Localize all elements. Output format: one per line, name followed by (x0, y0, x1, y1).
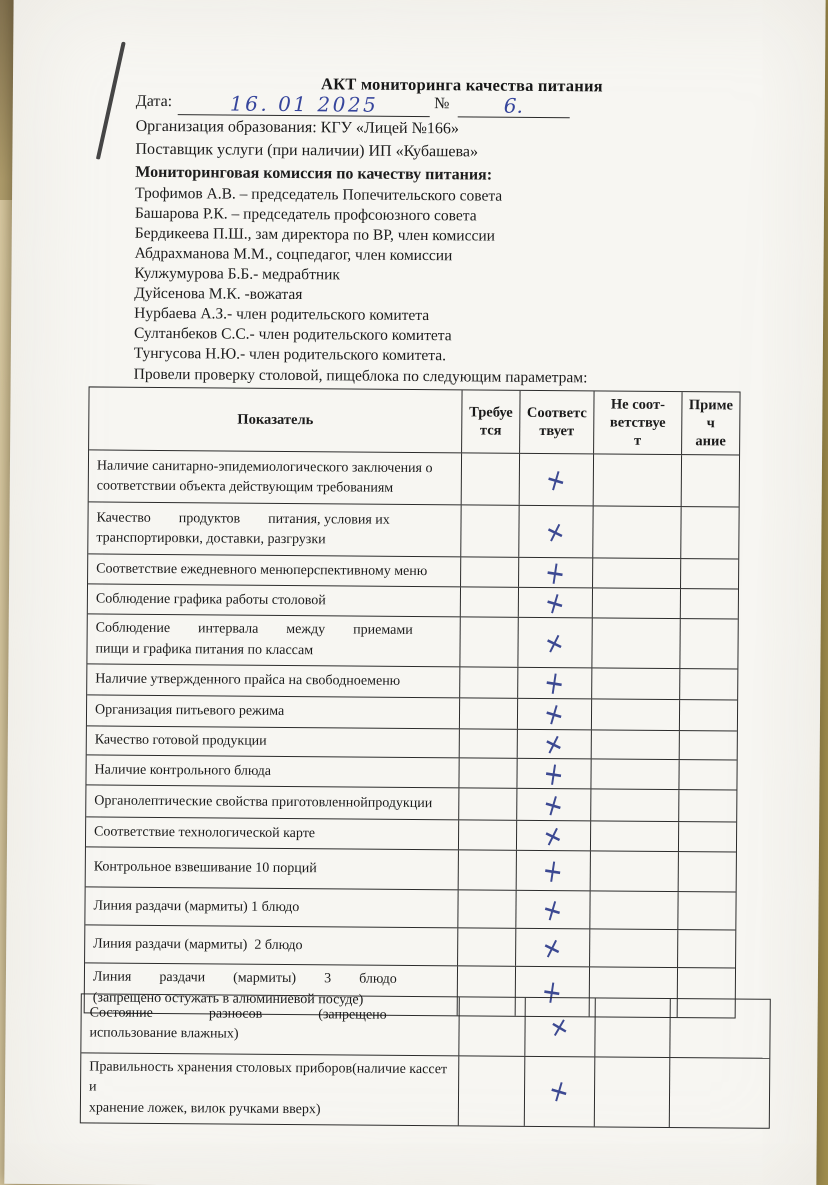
table-row (86, 815, 736, 857)
table-row (86, 847, 736, 892)
table-row (81, 1052, 770, 1127)
cell-not-conforms (590, 760, 678, 790)
document-header (134, 88, 708, 389)
cell-note (669, 1058, 770, 1128)
cell-required (458, 821, 516, 850)
cell-required (458, 1056, 525, 1125)
header-not-conforms: Не соот- ветствуе т (593, 391, 681, 454)
cell-required (458, 851, 516, 890)
cell-not-conforms (591, 730, 679, 759)
date-underline (178, 90, 430, 117)
row-label: Наличие утвержденного прайса на свободноеменю (95, 671, 401, 689)
cell-note (677, 930, 735, 967)
number-label: № (434, 95, 450, 113)
cell-required (458, 759, 516, 788)
table-row (87, 614, 737, 669)
cell-not-conforms (594, 1057, 670, 1126)
cell-conforms (518, 506, 592, 558)
cell-required (459, 667, 517, 697)
row-label: Контрольное взвешивание 10 порций (93, 859, 317, 876)
checkmark: + (538, 622, 572, 663)
cell-note (680, 559, 738, 588)
cell-required (460, 588, 518, 617)
number-underline (457, 92, 569, 118)
date-label: Дата: (135, 92, 173, 111)
checkmark: + (539, 784, 569, 826)
row-label: Соответствие ежедневного менюперспективному меню (96, 561, 428, 579)
checkmark: + (535, 927, 570, 969)
commission-member: Бердикеева П.Ш., зам директора по ВР, член комиссии (134, 224, 496, 245)
cell-not-conforms (593, 455, 681, 507)
checkmark: + (542, 1007, 578, 1047)
cell-conforms (517, 662, 591, 704)
cell-conforms (516, 815, 590, 857)
checkmark: + (540, 582, 571, 624)
cell-conforms (518, 582, 592, 624)
checkmark: + (539, 971, 566, 1012)
cell-required (460, 506, 518, 557)
cell-not-conforms (591, 699, 679, 730)
intro-line: Провели проверку столовой, пищеблока по следующим параметрам: (133, 365, 588, 387)
cell-required (460, 558, 518, 587)
cell-not-conforms (590, 822, 678, 852)
cell-required (459, 698, 517, 728)
table-row (87, 662, 737, 704)
cell-note (679, 700, 737, 730)
commission-member: Кулжумурова Б.Б.- медрабтник (134, 264, 341, 284)
cell-note (679, 669, 737, 699)
table-row (87, 724, 737, 765)
cell-not-conforms (590, 852, 678, 892)
cell-required (457, 891, 515, 928)
cell-not-conforms (591, 619, 679, 668)
checkmark: + (538, 889, 568, 931)
cell-not-conforms (592, 507, 680, 559)
cell-note (681, 455, 739, 506)
cell-required (459, 729, 517, 758)
table-row (85, 925, 735, 968)
row-label: Наличие санитарно-эпидемиологического заключения о соответствии объекта действующим требованиям (96, 458, 433, 496)
header-conforms: Соответс твует (519, 391, 593, 454)
checkmark: + (540, 850, 567, 892)
row-label: Линия раздачи (мармиты) 2 блюдо (93, 936, 303, 953)
handwritten-number: 6. (503, 93, 524, 118)
cell-note (678, 760, 736, 789)
row-label: Качество продуктов питания, условия их транспортировки, доставки, разгрузки (96, 510, 390, 548)
checkmark: + (536, 815, 571, 857)
supplier-line: Поставщик услуги (при наличии) ИП «Кубашева» (135, 140, 479, 161)
commission-member: Тунгусова Н.Ю.- член родительского комитета. (133, 344, 447, 365)
cell-conforms (519, 454, 593, 506)
checkmark: + (539, 511, 573, 553)
cell-conforms (515, 891, 589, 929)
cell-not-conforms (590, 790, 678, 822)
document-title: АКТ мониторинга качества питания (320, 74, 603, 96)
cell-note (678, 822, 736, 851)
cell-conforms (517, 618, 591, 667)
header-note: Приме ч ание (681, 392, 739, 455)
organization-line: Организация образования: КГУ «Лицей №166» (135, 117, 459, 138)
cell-conforms (516, 851, 590, 891)
cell-not-conforms (591, 668, 679, 699)
handwritten-date: 16. 01 2025 (229, 91, 379, 117)
cell-required (461, 454, 519, 505)
table-row (88, 582, 738, 624)
cell-not-conforms (594, 998, 669, 1057)
commission-member: Дуйсенова М.К. -вожатая (134, 284, 303, 304)
cell-not-conforms (592, 559, 680, 589)
commission-member: Башарова Р.К. – председатель профсоюзного совета (134, 204, 477, 225)
monitoring-table-continuation (80, 993, 771, 1128)
row-label: Организация питьевого режима (94, 702, 285, 719)
cell-note (680, 507, 738, 558)
table-row (88, 502, 738, 559)
cell-not-conforms (592, 589, 680, 619)
cell-not-conforms (589, 930, 677, 968)
checkmark: + (539, 693, 570, 735)
cell-required (459, 618, 517, 667)
table-row (86, 753, 736, 795)
table-header-row (89, 387, 739, 454)
commission-member: Султанбеков С.С.- член родительского комитета (133, 324, 452, 345)
table-row (87, 693, 737, 735)
cell-note (680, 589, 738, 618)
checkmark: + (537, 724, 572, 765)
cell-note (678, 790, 736, 821)
table-row (81, 994, 769, 1057)
handwritten-page-mark (96, 42, 126, 160)
cell-note (677, 892, 735, 929)
cell-required (458, 997, 524, 1056)
row-label: Линия раздачи (мармиты) 3 блюдо (запрещено остужать в алюминиевой посуде) (92, 969, 397, 1008)
checkmark: + (542, 662, 568, 704)
cell-note (679, 731, 737, 760)
cell-conforms (515, 929, 589, 967)
cell-note (669, 999, 769, 1058)
row-label: Линия раздачи (мармиты) 1 блюдо (93, 898, 300, 915)
cell-conforms (524, 998, 594, 1057)
commission-member: Трофимов А.В. – председатель Попечительского совета (135, 184, 503, 205)
cell-not-conforms (589, 892, 677, 930)
commission-member: Нурбаева А.З.- член родительского комитета (134, 304, 430, 325)
row-label: Состояние разносов (запрещено использование влажных) (89, 1005, 387, 1042)
row-label: Соответствие технологической карте (94, 824, 316, 841)
cell-conforms (524, 1057, 595, 1126)
monitoring-table (84, 386, 741, 1018)
row-label: Правильность хранения столовых приборов(наличие кассет и хранение ложек, вилок ручками вверх) (88, 1059, 451, 1117)
row-label: Соблюдение интервала между приемами пищи и графика питания по классам (95, 620, 413, 658)
row-label: Соблюдение графика работы столовой (95, 591, 326, 609)
document-page (4, 0, 825, 1185)
table-row (88, 552, 738, 594)
row-label: Наличие контрольного блюда (94, 762, 272, 779)
header-required: Требуе тся (461, 390, 519, 453)
cell-note (678, 852, 736, 891)
cell-note (679, 619, 737, 668)
cell-conforms (516, 753, 590, 795)
checkmark: + (541, 459, 572, 501)
table-row (85, 887, 735, 930)
row-label: Органолептические свойства приготовленнойпродукции (94, 793, 433, 811)
cell-required (457, 929, 515, 966)
commission-member: Абдрахманова М.М., соцпедагог, член комиссии (134, 244, 453, 265)
checkmark: + (542, 552, 569, 594)
checkmark: + (544, 1071, 575, 1112)
commission-heading: Мониторинговая комиссия по качеству питания: (135, 163, 493, 184)
table-row (89, 450, 739, 507)
header-indicator: Показатель (237, 411, 314, 429)
row-label: Качество готовой продукции (94, 732, 267, 749)
checkmark: + (541, 753, 567, 795)
table-row (86, 784, 736, 826)
cell-required (458, 789, 516, 820)
